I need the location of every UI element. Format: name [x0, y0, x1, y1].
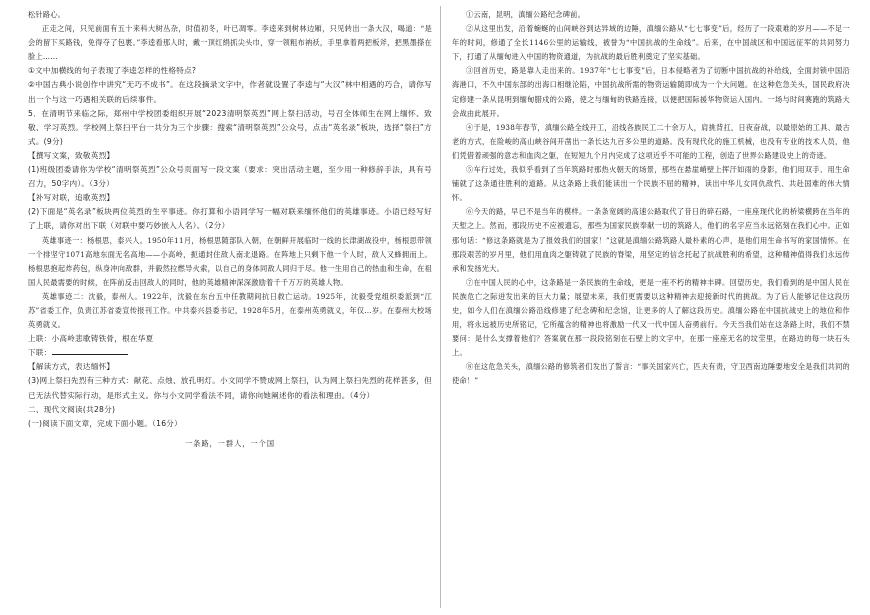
column-divider	[440, 6, 441, 608]
question-5: 5．在清明节来临之际，郑州中学校团委组织开展“2023清明祭英烈”网上祭扫活动，号召全体师生在网上缅怀、致敬、学习英烈。学校网上祭扫平台一共分为三个步骤：搜索“清明祭英烈”公众号，点击“英名录”板块，选择“祭扫”方式。(9分)	[28, 108, 432, 146]
excerpt-paragraph: 正走之间，只见前面有五十来科大树丛杂，时值初冬，叶已凋零。李逵来到树林边厢，只见转出一条大汉，喝道：“是会的留下买路钱，免得夺了包裹。”李逵看那人时，戴一顶红绢抓尖头巾，穿一领粗布衲袄，手里拿着两把板斧，把黑墨搽在脸上……	[28, 24, 432, 62]
part-heading: 二、现代文阅读(共28分)	[28, 404, 116, 414]
section-heading: 【解读方式，表达缅怀】	[28, 362, 115, 372]
sub-question-2: (2)下面是“英名录”板块两位英烈的生平事迹。你打算和小语同学写一幅对联来缅怀他们的英雄事迹。小语已经写好了上联，请你对出下联（对联中要巧妙嵌入人名）。（2分）	[28, 207, 432, 231]
article-paragraph: ①云南，昆明，滇缅公路纪念碑前。	[466, 10, 586, 19]
question-2: ②中国古典小说创作中讲究“无巧不成书”。在这段摘录文字中，作者就设置了李逵与“大汉”林中相遇的巧合，请你写出一个与这一巧遇相关联的后续事件。	[28, 80, 432, 104]
left-column	[28, 8, 432, 451]
hero-story-1: 英雄事迹一：杨根思，泰兴人。1950年11月，杨根思随部队入朝，在朝鲜开展临时一线的长津湖战役中，杨根思带领一个排坚守1071高地东面无名高地——小高岭，扼通封住敌人南北退路。在阵地上只剩下他一个人时，敌人又蜂拥而上。杨根思抱起炸药包，纵身冲向敌群，并毅然拉燃导火索，以自己的身体同敌人同归于尽。他一生用自己的热血和生命，在祖国人民最需要的时候，在阵前反击回敌人的同时，他的英雄精神深深激励着千千万万的英雄人物。	[28, 235, 432, 287]
text-line: 松针路心。	[28, 10, 66, 19]
reading-heading: (一)阅读下面文章，完成下面小题。（16分）	[28, 418, 182, 428]
question-1: ①文中加横线的句子表现了李逵怎样的性格特点?	[28, 66, 197, 76]
article-paragraph: ④于是，1938年春节，滇缅公路全线开工，沿线各族民工二十余万人，肩挑背扛，日夜奋战，以最原始的工具、最古老的方式，在险峻的高山峡谷间开凿出一条长达九百多公里的道路。没有现代化的施工机械，也没有专业的技术人员，他们凭借着顽强的意志和血肉之躯，在短短九个月内完成了这项近乎不可能的工程，创造了世界公路建设史上的奇迹。	[452, 122, 850, 160]
couplet-upper: 上联：小高岭悲歌铸铁骨，根在华夏	[28, 334, 154, 344]
article-paragraph: ②从这里出发，沿着蜿蜒的山间峡谷到达异域的边陲，滇缅公路从“七七事变”后，经历了一段艰难的岁月——不足一年的时间，修通了全长1146公里的运输线，被誉为“中国抗战的生命线”。后来，在中国战区和中国远征军的共同努力下，打通了从缅甸进入中国的物资通道，为抗战的最后胜利奠定了坚实基础。	[452, 24, 850, 62]
article-title: 一条路，一群人，一个国	[184, 438, 276, 448]
couplet-lower-label: 下联：	[28, 348, 52, 358]
answer-blank[interactable]	[52, 346, 128, 355]
section-heading: 【补写对联，追歌英烈】	[28, 193, 115, 203]
sub-question-3: (3)网上祭扫先烈有三种方式：献花、点烛、放孔明灯。小文同学不赞成网上祭扫，认为网上祭扫先烈的花样甚多，但已无法代替实际行动，是形式主义。你与小文同学看法不同，请你向她阐述你的看法和理由。（4分）	[28, 376, 432, 400]
article-paragraph: ⑦在中国人民的心中，这条路是一条民族的生命线，更是一座不朽的精神丰碑。回望历史，我们看到的是中国人民在民族危亡之际迸发出来的巨大力量；展望未来，我们更需要以这种精神去迎接新时代的挑战。为了后人能够记住这段历史，如今人们在滇缅公路沿线修建了纪念碑和纪念馆，让更多的人了解这段历史。滇缅公路在中国抗战史上的地位和作用，将永远被历史所铭记，它所蕴含的精神也将激励一代又一代中国人奋勇前行。今天当我们站在这条路上时，我们不禁要问：是什么支撑着他们？答案就在那一段段铭刻在石壁上的文字中，在那一座座无名的坟茔里，在路边的每一块石头上。	[452, 277, 850, 358]
article-paragraph: ⑤车行过处，我似乎看到了当年筑路时那热火朝天的场景，那些在悬崖峭壁上挥汗如雨的身影，他们用双手、用生命铺就了这条通往胜利的道路。从这条路上我们能读出一个民族不屈的精神，读出中华儿女同仇敌忾、共赴国难的伟大情怀。	[452, 165, 850, 203]
article-paragraph: ⑥今天的路，早已不是当年的模样。一条条宽阔的高速公路取代了昔日的碎石路，一座座现代化的桥梁横跨在当年的天堑之上。然而，那段历史不应被遗忘，那些为国家民族奉献一切的筑路人，他们的名字应当永远铭刻在我们心中。正如那句话：“修这条路就是为了报效我们的国家！”这就是滇缅公路筑路人最朴素的心声，是他们用生命书写的家国情怀。在那段艰苦的岁月里，他们用血肉之躯铸就了民族的脊梁，用坚定的信念托起了抗战胜利的希望，这种精神值得我们永远传承和发扬光大。	[452, 207, 850, 273]
couplet-lower	[28, 346, 432, 360]
section-heading: 【撰写文案，致敬英烈】	[28, 150, 115, 160]
article-paragraph: ③回首历史，路是靠人走出来的。1937年“七七事变”后，日本侵略者为了切断中国抗战的补给线，全面封锁中国沿海港口，不久中国东部的出海口相继沦陷，中国抗战所需的物资运输随即成为一个大问题。在这种危急关头，国民政府决定修建一条从昆明到缅甸腊戍的公路，使之与缅甸的铁路连接，以便把国际援华物资运入国内。一场与时间赛跑的筑路大会战由此展开。	[452, 66, 850, 118]
article-paragraph: ⑧在这危急关头，滇缅公路的修筑者们发出了誓言：“事关国家兴亡，匹夫有责，守卫西南边陲要地安全是我们共同的使命！”	[452, 362, 850, 386]
sub-question-1: (1)班级团委请你为学校“清明祭英烈”公众号页面写一段文案（要求：突出活动主题，至少用一种修辞手法，具有号召力，50字内）。（3分）	[28, 165, 432, 189]
hero-story-2: 英雄事迹二：沈毅，泰州人。1922年，沈毅在东台五中任教期间抗日救亡运动。1925年，沈毅受党组织委派到“江苏”省委工作，负责江苏省委宣传报刊工作。中共泰兴县委书记，1928年5月，在泰州英勇就义，年仅…岁。在泰州大校场英勇就义。	[28, 291, 432, 330]
right-column	[452, 8, 850, 389]
